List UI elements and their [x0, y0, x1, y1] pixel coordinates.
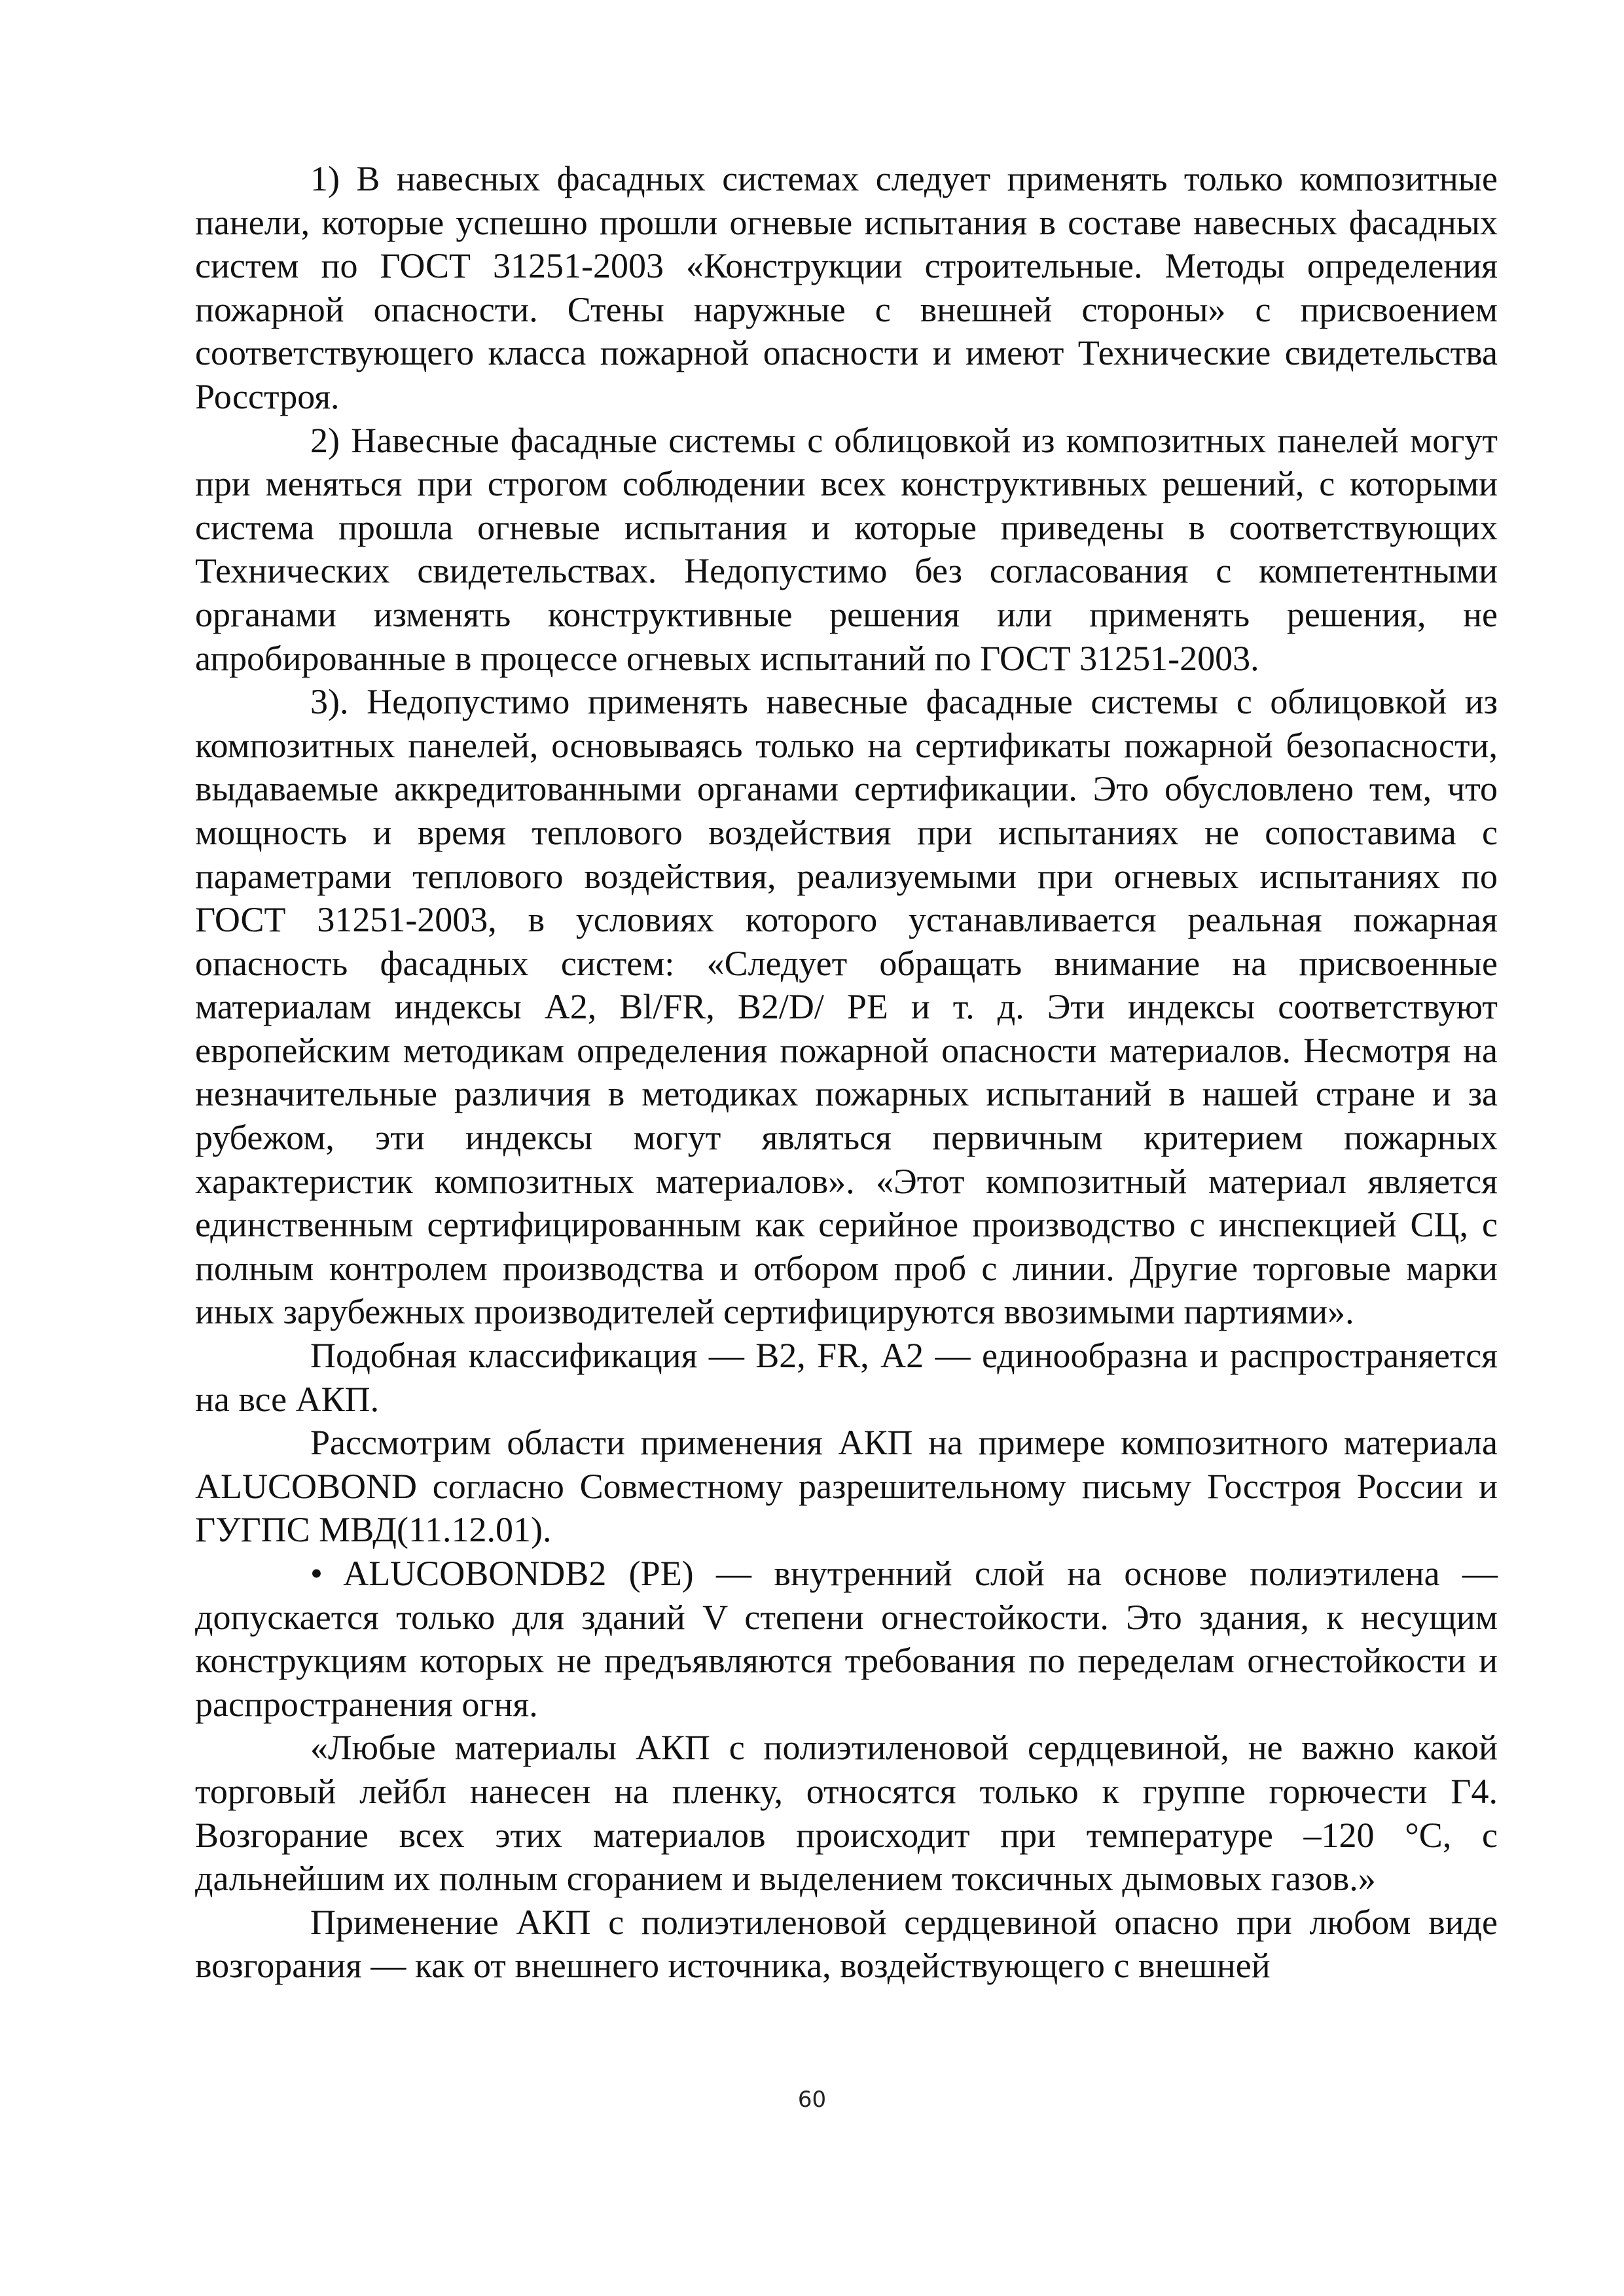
paragraph-1: 1) В навесных фасадных системах следует применять только композитные панели, которые успешно прошли огневые испытания в составе навесных фасадных систем по ГОСТ 31251-2003 «Конструкции строительные. Методы определения пожарной опасности. Стены наружные с внешней стороны» с присвоением соответствующего класса пожарной опасности и имеют Технические свидетельства Росстроя.: [195, 159, 1498, 416]
paragraph-4: Подобная классификация — В2, FR, А2 — единообразна и распространяется на все АКП.: [195, 1336, 1498, 1419]
paragraph-5: Рассмотрим области применения АКП на примере композитного материала ALUCOBOND согласно Совместному разрешительному письму Госстроя России и ГУГПС МВД(11.12.01).: [195, 1423, 1498, 1550]
body-text: [195, 157, 1498, 1988]
paragraph-6: • ALUCOBONDB2 (РЕ) — внутренний слой на основе полиэтилена — допускается только для зданий V степени огнестойкости. Это здания, к несущим конструкциям которых не предъявляются требования по переделам огнестойкости и распространения огня.: [195, 1554, 1498, 1724]
page-number: 60: [797, 2087, 827, 2113]
paragraph-2: 2) Навесные фасадные системы с облицовкой из композитных панелей могут при меняться при строгом соблюдении всех конструктивных решений, с которыми система прошла огневые испытания и которые приведены в соответствующих Технических свидетельствах. Недопустимо без согласования с компетентными органами изменять конструктивные решения или применять решения, не апробированные в процессе огневых испытаний по ГОСТ 31251-2003.: [195, 420, 1498, 678]
paragraph-7: «Любые материалы АКП с полиэтиленовой сердцевиной, не важно какой торговый лейбл нанесен на пленку, относятся только к группе горючести Г4. Возгорание всех этих материалов происходит при температуре –120 °С, с дальнейшим их полным сгоранием и выделением токсичных дымовых газов.»: [195, 1728, 1498, 1899]
paragraph-3: 3). Недопустимо применять навесные фасадные системы с облицовкой из композитных панелей, основываясь только на сертификаты пожарной безопасности, выдаваемые аккредитованными органами сертификации. Это обусловлено тем, что мощность и время теплового воздействия при испытаниях не сопоставима с параметрами теплового воздействия, реализуемыми при огневых испытаниях по ГОСТ 31251-2003, в условиях которого устанавливается реальная пожарная опасность фасадных систем: «Следует обращать внимание на присвоенные материалам индексы А2, Bl/FR, B2/D/ РЕ и т. д. Эти индексы соответствуют европейским методикам определения пожарной опасности материалов. Несмотря на незначительные различия в методиках пожарных испытаний в нашей стране и за рубежом, эти индексы могут являться первичным критерием пожарных характеристик композитных материалов». «Этот композитный материал является единственным сертифицированным как серийное производство с инспекцией СЦ, с полным контролем производства и отбором проб с линии. Другие торговые марки иных зарубежных производителей сертифицируются ввозимыми партиями».: [195, 682, 1498, 1332]
paragraph-8: Применение АКП с полиэтиленовой сердцевиной опасно при любом виде возгорания — как от внешнего источника, воздействующего с внешней: [195, 1902, 1498, 1986]
